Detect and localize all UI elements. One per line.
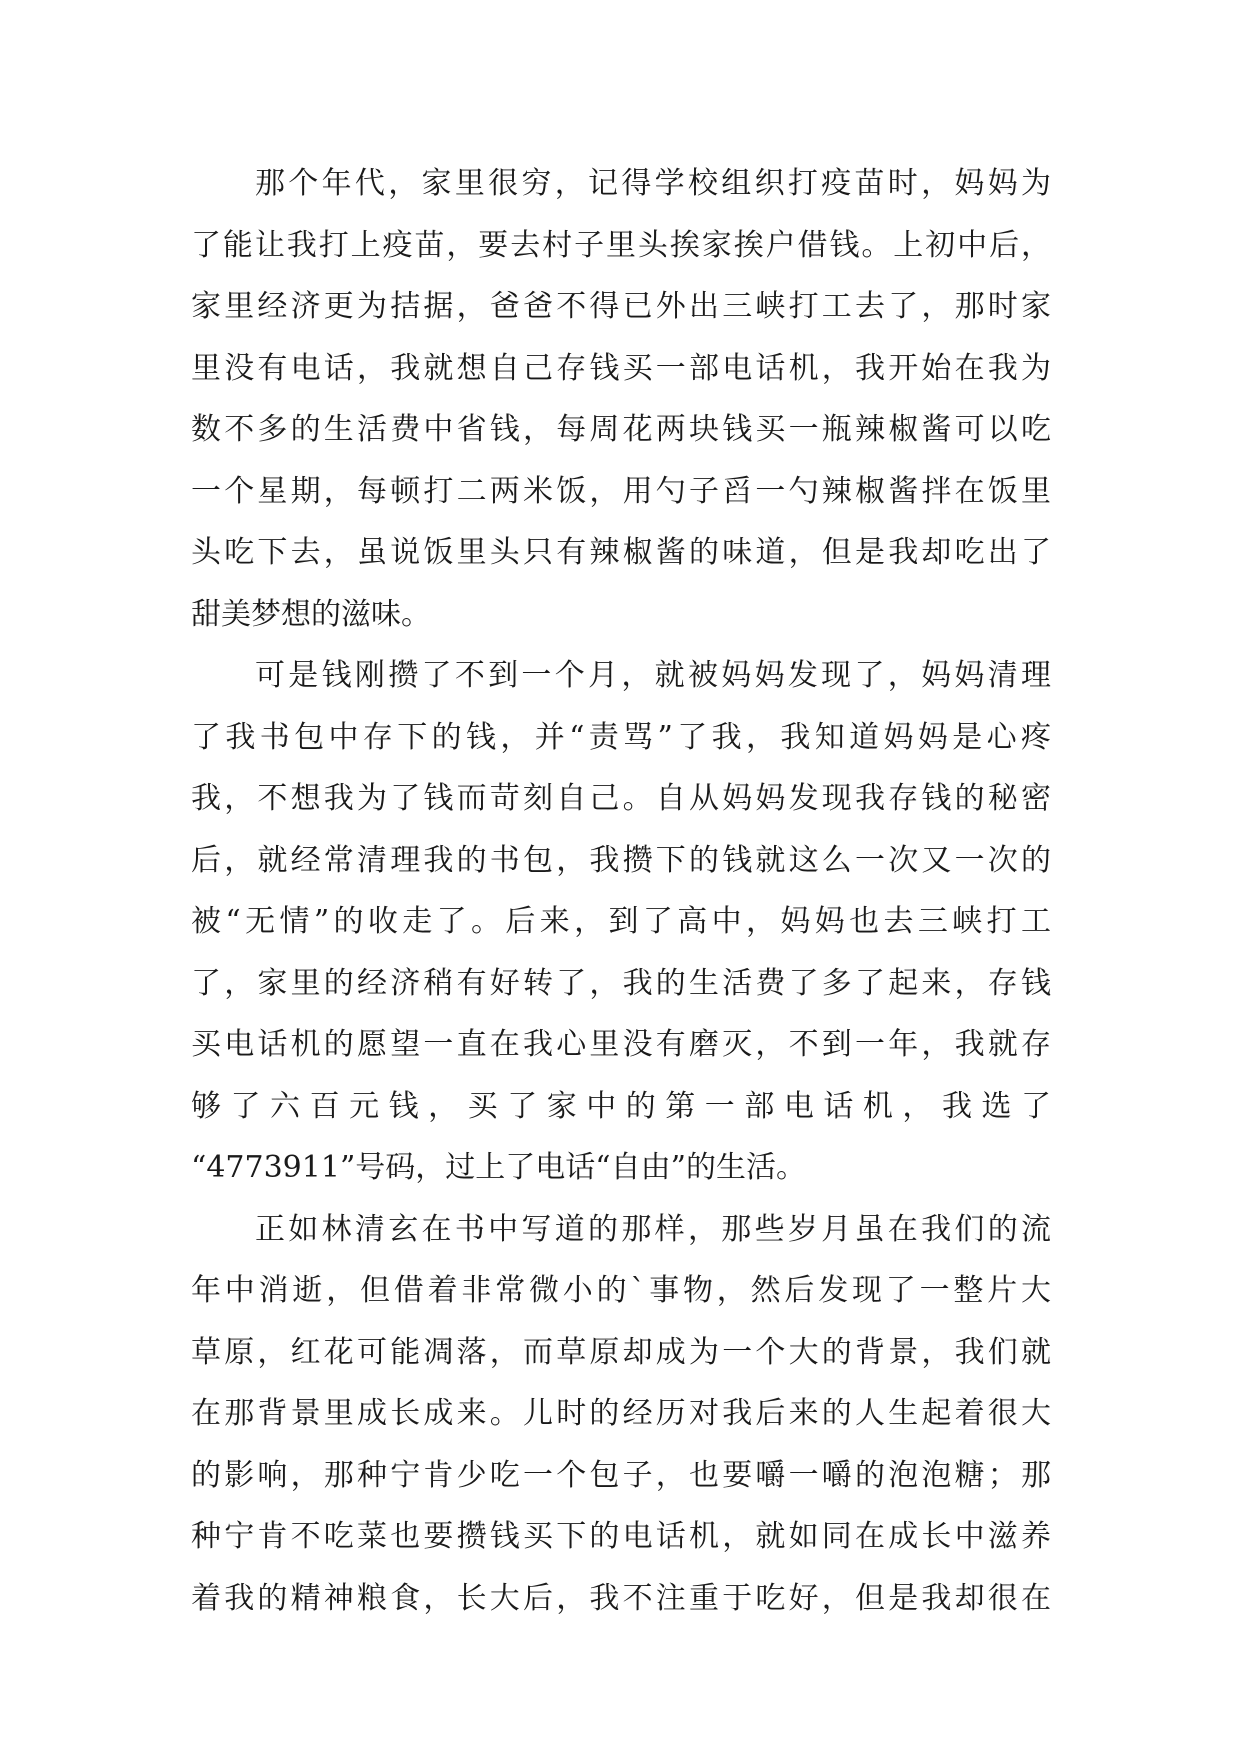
text-line: 那个年代，家里很穷，记得学校组织打疫苗时，妈妈为 [255,166,1051,201]
paragraph-1 [191,153,1051,645]
text-line: 的影响，那种宁肯少吃一个包子，也要嚼一嚼的泡泡糖；那 [191,1457,1051,1493]
paragraph-3 [191,1199,1051,1630]
text-line: 我，不想我为了钱而苛刻自己。自从妈妈发现我存钱的秘密 [191,781,1051,816]
text-line: 够了六百元钱，买了家中的第一部电话机，我选了 [191,1088,1051,1124]
text-line: 种宁肯不吃菜也要攒钱买下的电话机，就如同在成长中滋养 [191,1519,1051,1554]
text-line: 头吃下去，虽说饭里头只有辣椒酱的味道，但是我却吃出了 [191,535,1051,570]
text-line: 草原，红花可能凋落，而草原却成为一个大的背景，我们就 [191,1334,1051,1370]
text-line: 后，就经常清理我的书包，我攒下的钱就这么一次又一次的 [191,842,1051,878]
document-body [191,153,1051,1629]
text-line: 买电话机的愿望一直在我心里没有磨灭，不到一年，我就存 [191,1027,1051,1062]
text-line: 了我书包中存下的钱，并“责骂”了我，我知道妈妈是心疼 [191,719,1051,755]
text-line: 数不多的生活费中省钱，每周花两块钱买一瓶辣椒酱可以吃 [191,412,1051,447]
text-line: 被“无情”的收走了。后来，到了高中，妈妈也去三峡打工 [191,904,1051,939]
text-line: 了，家里的经济稍有好转了，我的生活费了多了起来，存钱 [191,965,1051,1001]
text-line: 里没有电话，我就想自己存钱买一部电话机，我开始在我为 [191,350,1051,386]
text-line: 一个星期，每顿打二两米饭，用勺子舀一勺辣椒酱拌在饭里 [191,473,1051,509]
paragraph-2 [191,645,1051,1199]
text-line: 甜美梦想的滋味。 [191,596,431,632]
text-line: 可是钱刚攒了不到一个月，就被妈妈发现了，妈妈清理 [255,658,1051,693]
text-line: 家里经济更为拮据，爸爸不得已外出三峡打工去了，那时家 [191,289,1051,324]
text-line: 了能让我打上疫苗，要去村子里头挨家挨户借钱。上初中后， [191,227,1051,263]
text-line: 在那背景里成长成来。儿时的经历对我后来的人生起着很大 [191,1396,1051,1431]
text-line: 正如林清玄在书中写道的那样，那些岁月虽在我们的流 [255,1211,1051,1247]
text-line: 着我的精神粮食，长大后，我不注重于吃好，但是我却很在 [191,1580,1051,1616]
text-line: 年中消逝，但借着非常微小的`事物，然后发现了一整片大 [191,1273,1051,1308]
text-line: “4773911”号码，过上了电话“自由”的生活。 [191,1150,806,1185]
